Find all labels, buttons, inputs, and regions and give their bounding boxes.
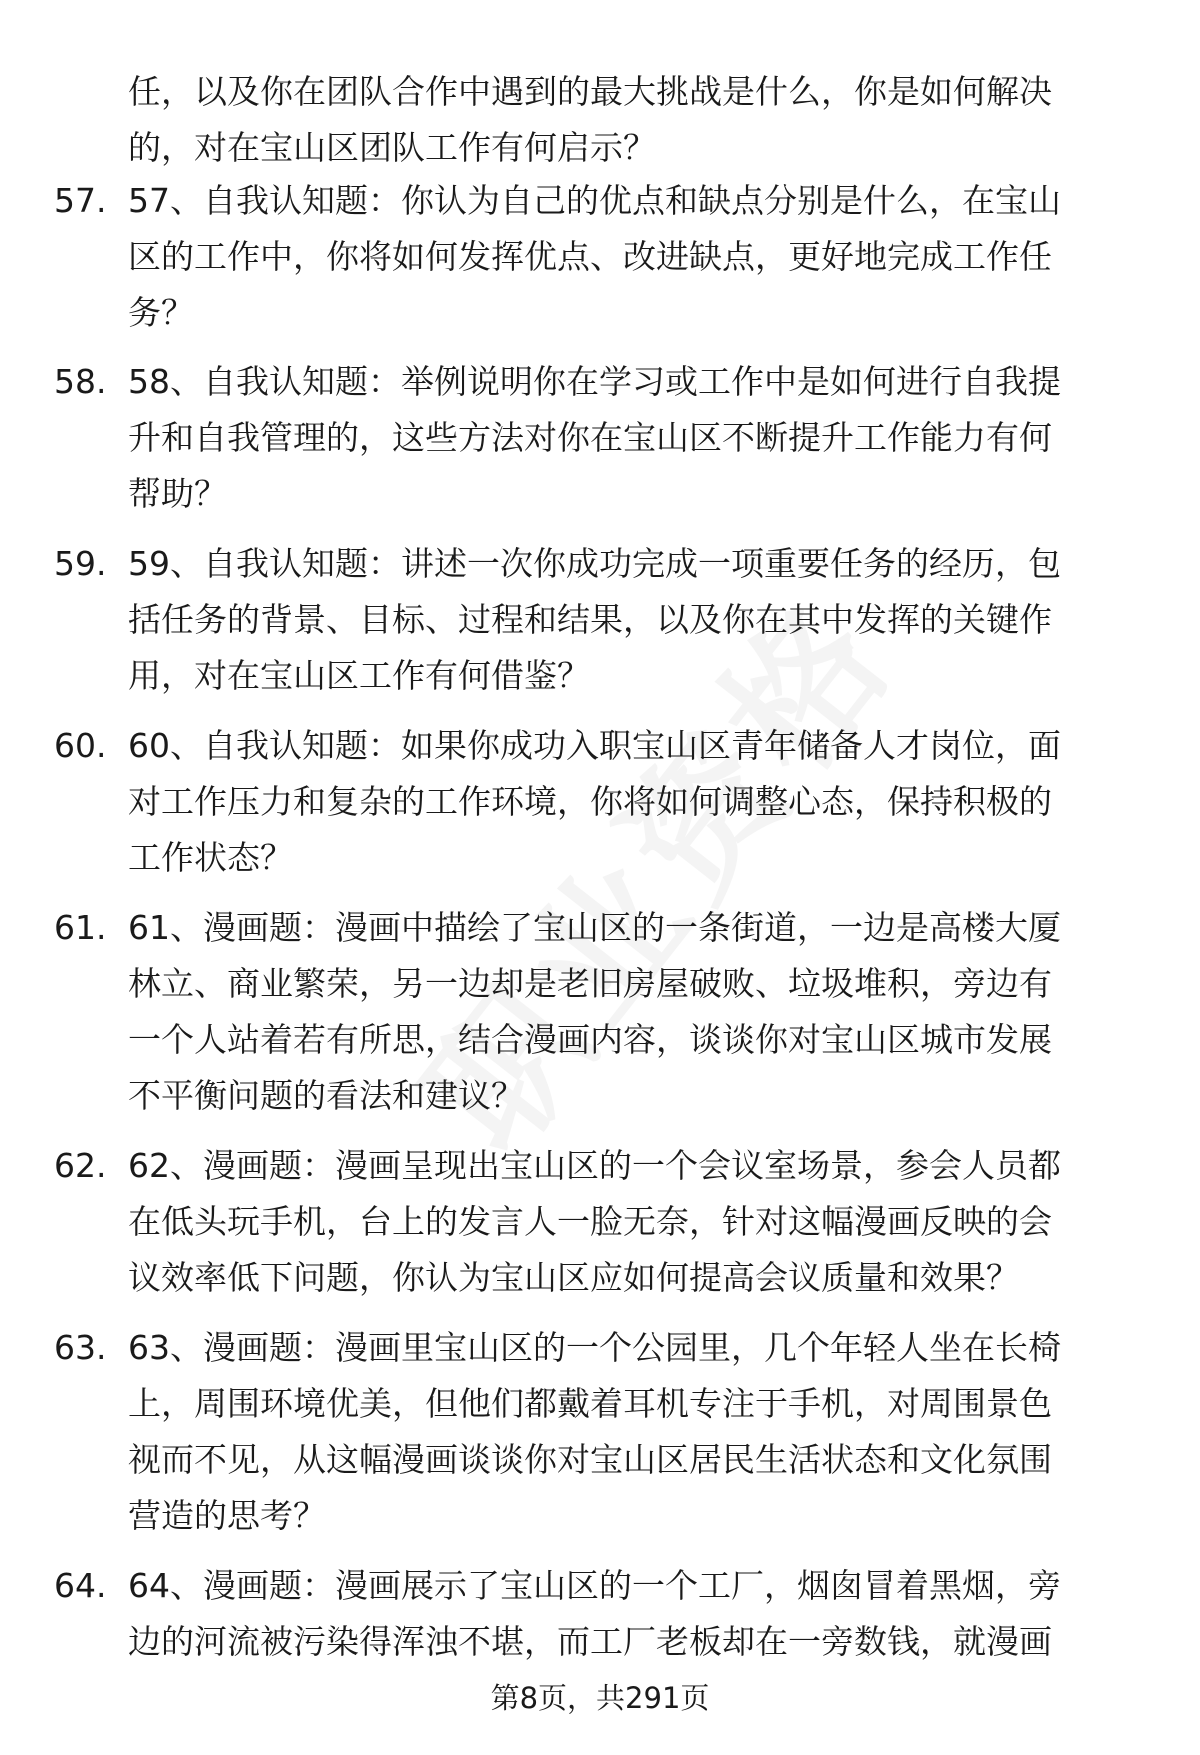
text-line: 林立、商业繁荣，另一边却是老旧房屋破败、垃圾堆积，旁边有 xyxy=(128,964,1052,1003)
question-text xyxy=(128,1558,1140,1670)
question-text xyxy=(128,536,1140,704)
text-line: 视而不见，从这幅漫画谈谈你对宝山区居民生活状态和文化氛围 xyxy=(128,1440,1052,1479)
question-number: 60. xyxy=(54,726,107,765)
question-text xyxy=(128,900,1140,1124)
question-number: 58. xyxy=(54,362,107,401)
question-text xyxy=(128,354,1140,522)
text-line: 务？ xyxy=(128,293,194,332)
text-line: 对工作压力和复杂的工作环境，你将如何调整心态，保持积极的 xyxy=(128,782,1052,821)
page-footer: 第8页，共291页 xyxy=(490,1681,710,1715)
text-line: 括任务的背景、目标、过程和结果，以及你在其中发挥的关键作 xyxy=(128,600,1052,639)
text-line: 区的工作中，你将如何发挥优点、改进缺点，更好地完成工作任 xyxy=(128,237,1052,276)
text-line: 60、自我认知题：如果你成功入职宝山区青年储备人才岗位，面 xyxy=(128,726,1061,765)
text-line: 不平衡问题的看法和建议？ xyxy=(128,1076,524,1115)
text-line: 帮助？ xyxy=(128,474,227,513)
text-line: 用，对在宝山区工作有何借鉴？ xyxy=(128,656,590,695)
text-line: 上，周围环境优美，但他们都戴着耳机专注于手机，对周围景色 xyxy=(128,1384,1052,1423)
text-line: 61、漫画题：漫画中描绘了宝山区的一条街道，一边是高楼大厦 xyxy=(128,908,1061,947)
text-line: 63、漫画题：漫画里宝山区的一个公园里，几个年轻人坐在长椅 xyxy=(128,1328,1061,1367)
question-text xyxy=(128,1138,1140,1306)
text-line: 在低头玩手机，台上的发言人一脸无奈，针对这幅漫画反映的会 xyxy=(128,1202,1052,1241)
text-line: 64、漫画题：漫画展示了宝山区的一个工厂，烟囱冒着黑烟，旁 xyxy=(128,1566,1061,1605)
text-line: 的，对在宝山区团队工作有何启示？ xyxy=(128,128,656,167)
question-number: 62. xyxy=(54,1146,107,1185)
text-line: 任，以及你在团队合作中遇到的最大挑战是什么，你是如何解决 xyxy=(128,72,1052,111)
text-line: 升和自我管理的，这些方法对你在宝山区不断提升工作能力有何 xyxy=(128,418,1052,457)
question-number: 59. xyxy=(54,544,107,583)
question-number: 64. xyxy=(54,1566,107,1605)
text-line: 边的河流被污染得浑浊不堪，而工厂老板却在一旁数钱，就漫画 xyxy=(128,1622,1052,1661)
text-line: 营造的思考？ xyxy=(128,1496,326,1535)
question-number: 61. xyxy=(54,908,107,947)
question-text xyxy=(128,64,1140,176)
text-line: 工作状态？ xyxy=(128,838,293,877)
text-line: 57、自我认知题：你认为自己的优点和缺点分别是什么，在宝山 xyxy=(128,181,1061,220)
question-text xyxy=(128,173,1140,341)
question-text xyxy=(128,1320,1140,1544)
text-line: 议效率低下问题，你认为宝山区应如何提高会议质量和效果？ xyxy=(128,1258,1019,1297)
question-number: 57. xyxy=(54,181,107,220)
question-number: 63. xyxy=(54,1328,107,1367)
text-line: 59、自我认知题：讲述一次你成功完成一项重要任务的经历，包 xyxy=(128,544,1061,583)
text-line: 一个人站着若有所思，结合漫画内容，谈谈你对宝山区城市发展 xyxy=(128,1020,1052,1059)
question-text xyxy=(128,718,1140,886)
text-line: 58、自我认知题：举例说明你在学习或工作中是如何进行自我提 xyxy=(128,362,1061,401)
text-line: 62、漫画题：漫画呈现出宝山区的一个会议室场景，参会人员都 xyxy=(128,1146,1061,1185)
